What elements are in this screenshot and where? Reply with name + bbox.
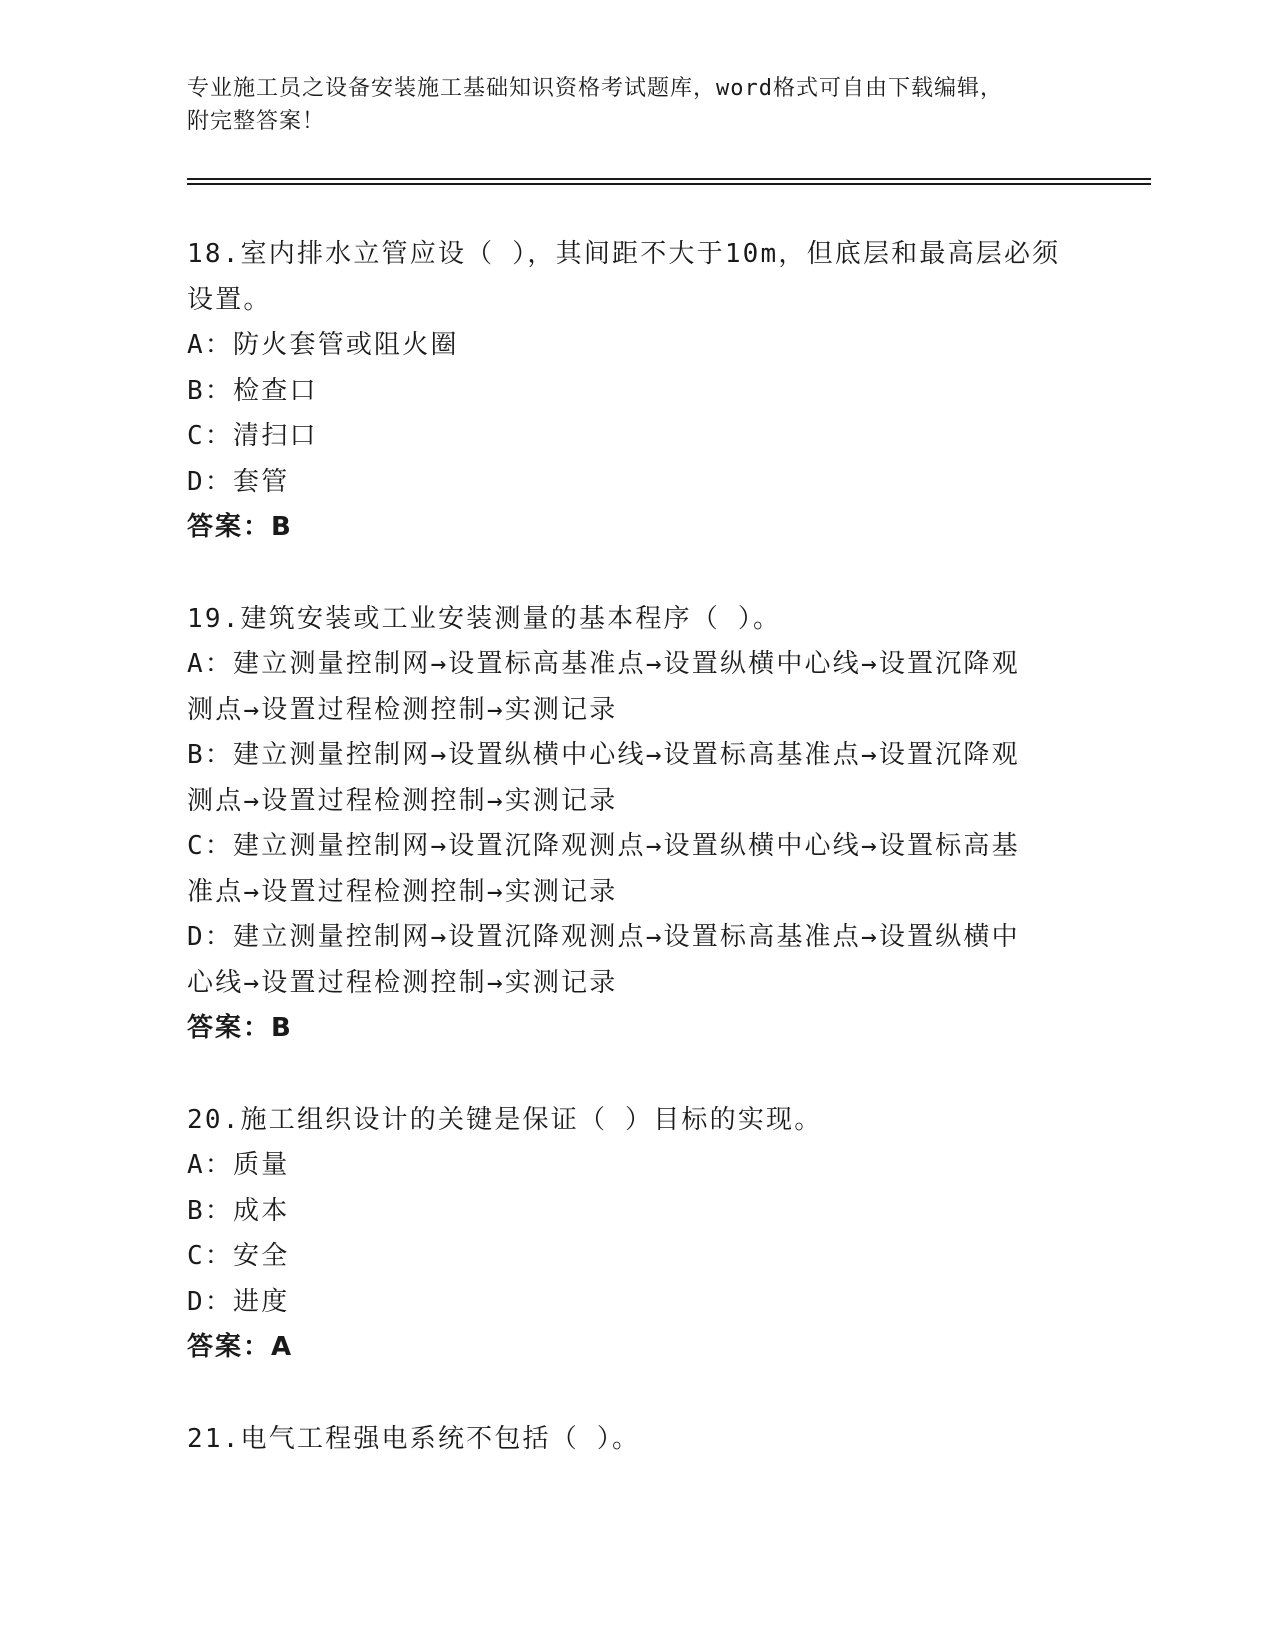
option-c-continued: 准点→设置过程检测控制→实测记录 (187, 876, 618, 907)
answer-label: 答案：A (187, 1332, 294, 1362)
header-line-2: 附完整答案！ (187, 109, 326, 134)
question-stem: 21.电气工程强电系统不包括（ ）。 (187, 1423, 641, 1454)
option-b: B：检查口 (187, 375, 318, 406)
question-stem: 19.建筑安装或工业安装测量的基本程序（ ）。 (187, 603, 782, 634)
question-stem: 20.施工组织设计的关键是保证（ ）目标的实现。 (187, 1104, 823, 1135)
question-stem: 18.室内排水立管应设（ ），其间距不大于10m，但底层和最高层必须 (187, 239, 1061, 269)
option-a-continued: 测点→设置过程检测控制→实测记录 (187, 694, 618, 725)
question-stem: 设置。 (187, 284, 272, 315)
option-c: C：安全 (187, 1241, 290, 1271)
option-c: C：清扫口 (187, 421, 318, 451)
option-b-continued: 测点→设置过程检测控制→实测记录 (187, 785, 618, 816)
header-divider-top (187, 178, 1151, 180)
question-21 (187, 1417, 1087, 1463)
answer-label: 答案：B (187, 512, 293, 542)
option-d: D：建立测量控制网→设置沉降观测点→设置标高基准点→设置纵横中 (187, 922, 1020, 952)
question-20 (187, 1098, 1087, 1371)
answer-label: 答案：B (187, 1013, 293, 1043)
question-19 (187, 597, 1087, 1052)
option-d: D：进度 (187, 1286, 290, 1317)
header-divider-bottom (187, 183, 1151, 185)
option-a: A：质量 (187, 1150, 290, 1180)
option-d-continued: 心线→设置过程检测控制→实测记录 (187, 967, 618, 998)
option-b: B：建立测量控制网→设置纵横中心线→设置标高基准点→设置沉降观 (187, 740, 1020, 770)
question-list (187, 232, 1087, 1508)
option-d: D：套管 (187, 466, 290, 497)
question-18 (187, 232, 1087, 551)
option-c: C：建立测量控制网→设置沉降观测点→设置纵横中心线→设置标高基 (187, 831, 1020, 861)
header-line-1: 专业施工员之设备安装施工基础知识资格考试题库，word格式可自由下载编辑， (187, 76, 1003, 101)
option-a: A：建立测量控制网→设置标高基准点→设置纵横中心线→设置沉降观 (187, 649, 1020, 679)
option-a: A：防火套管或阻火圈 (187, 330, 459, 360)
page-header (187, 72, 1087, 138)
option-b: B：成本 (187, 1195, 290, 1226)
